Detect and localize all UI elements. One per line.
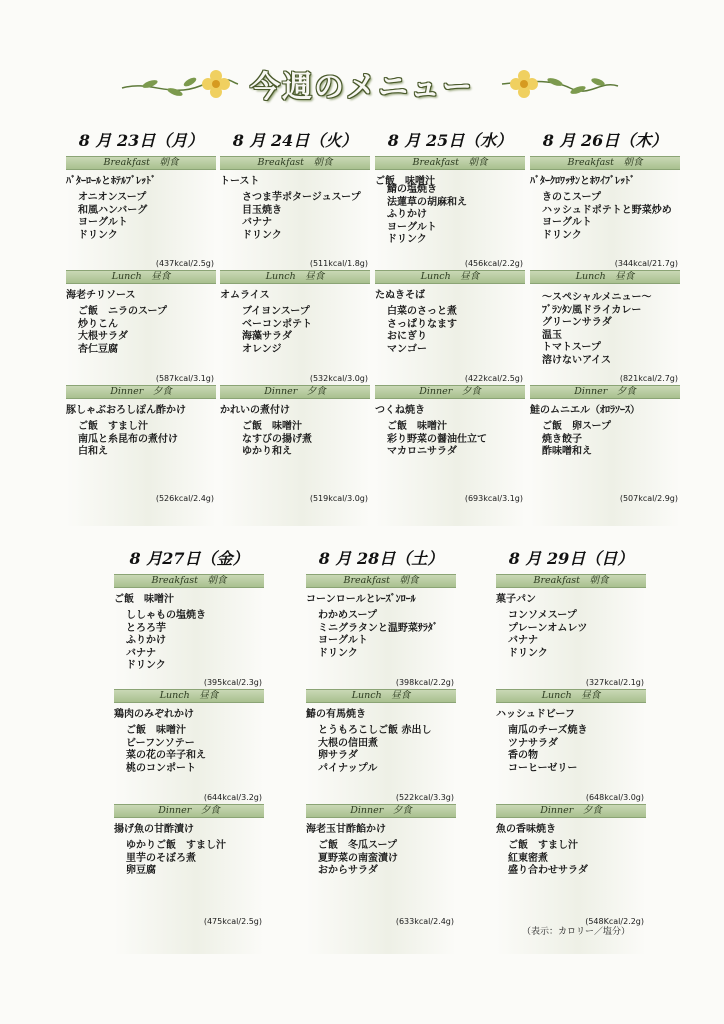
menu-item: 白和え [78, 446, 108, 457]
breakfast-item-list [318, 610, 438, 660]
menu-item: ドリンク [78, 229, 118, 241]
day-column [114, 546, 264, 954]
breakfast-main-dish: ﾊﾞﾀｰﾛｰﾙとﾎﾃﾙﾌﾞﾚｯﾄﾞ [66, 176, 156, 187]
menu-item: 紅東密煮 [508, 852, 548, 864]
breakfast-header: Breakfast 朝食 [220, 156, 370, 170]
menu-item: ベーコンポテト [242, 318, 312, 330]
breakfast-section [66, 156, 216, 270]
day-column [375, 128, 525, 526]
breakfast-section [496, 574, 646, 689]
menu-item: パイナップル [318, 762, 378, 774]
dinner-item-list [318, 840, 398, 878]
menu-item: なすびの揚げ煮 [242, 433, 312, 445]
legend-note: （表示：カロリー／塩分） [522, 927, 631, 937]
dinner-calories-salt: (519kcal/3.0g) [309, 494, 368, 503]
breakfast-calories-salt: (511kcal/1.8g) [309, 259, 368, 268]
menu-item: 大根サラダ [78, 331, 128, 342]
breakfast-main-dish: トースト [220, 176, 260, 187]
day-column [220, 128, 370, 526]
lunch-section [66, 270, 216, 385]
menu-item: 大根の信田煮 [318, 737, 378, 749]
menu-item: ししゃもの塩焼き [126, 610, 206, 621]
dinner-header: Dinner 夕食 [220, 385, 370, 399]
menu-item: ご飯 味噌汁 [387, 421, 447, 432]
dinner-section [530, 385, 680, 505]
menu-item: ご飯 味噌汁 [126, 725, 186, 736]
breakfast-section [306, 574, 456, 689]
breakfast-main-dish: コーンロールとﾚｰｽﾞﾝﾛｰﾙ [306, 594, 416, 605]
day-date: 8 月 29日（日） [508, 549, 634, 568]
dinner-header: Dinner 夕食 [530, 385, 680, 399]
dinner-header: Dinner 夕食 [66, 385, 216, 399]
menu-item: 目玉焼き [242, 204, 282, 216]
menu-item: 和風ハンバーグ [78, 204, 148, 216]
dinner-section [375, 385, 525, 505]
dinner-item-list [542, 421, 611, 459]
dinner-main-dish: 豚しゃぶおろしぽん酢かけ [66, 405, 186, 416]
menu-item: ドリンク [508, 647, 548, 659]
dinner-header: Dinner 夕食 [306, 804, 456, 818]
breakfast-calories-salt: (327kcal/2.1g) [585, 678, 644, 687]
menu-item: わかめスープ [318, 610, 377, 621]
dinner-main-dish: 海老玉甘酢餡かけ [306, 824, 386, 835]
menu-item: オレンジ [242, 343, 282, 355]
menu-item: マカロニサラダ [387, 446, 457, 457]
dinner-main-dish: つくね焼き [375, 405, 425, 416]
dinner-main-dish: 魚の香味焼き [496, 824, 556, 835]
dinner-item-list [126, 840, 226, 878]
menu-item: きのこスープ [542, 192, 601, 203]
breakfast-header: Breakfast 朝食 [66, 156, 216, 170]
menu-item: ヨーグルト [387, 221, 437, 233]
lunch-header: Lunch 昼食 [66, 270, 216, 284]
lunch-item-list [78, 306, 167, 356]
menu-item: 彩り野菜の醤油仕立て [387, 433, 487, 445]
dinner-calories-salt: (507kcal/2.9g) [619, 494, 678, 503]
menu-item: 杏仁豆腐 [78, 343, 118, 355]
breakfast-section [114, 574, 264, 689]
lunch-calories-salt: (648kcal/3.0g) [585, 793, 644, 802]
day-column [530, 128, 680, 526]
menu-item: ヨーグルト [318, 635, 368, 646]
breakfast-header: Breakfast 朝食 [496, 574, 646, 588]
lunch-header: Lunch 昼食 [114, 689, 264, 703]
dinner-item-list [242, 421, 312, 459]
breakfast-section [530, 156, 680, 270]
menu-item: 南瓜と糸昆布の煮付け [78, 433, 178, 445]
dinner-main-dish: 揚げ魚の甘酢漬け [114, 824, 194, 835]
dinner-header: Dinner 夕食 [375, 385, 525, 399]
dinner-item-list [78, 421, 178, 459]
dinner-item-list [508, 840, 588, 878]
breakfast-calories-salt: (398kcal/2.2g) [395, 678, 454, 687]
menu-item: ﾌﾞﾗﾝﾀﾝ風ドライカレー [542, 304, 642, 316]
breakfast-calories-salt: (344kcal/21.7g) [614, 259, 678, 268]
menu-item: 里芋のそぼろ煮 [126, 852, 196, 864]
menu-item: プレーンオムレツ [508, 622, 588, 634]
menu-item: ゆかりご飯 すまし汁 [126, 840, 226, 851]
lunch-main-dish: たぬきそば [375, 290, 425, 301]
menu-item: ご飯 冬瓜スープ [318, 840, 397, 851]
lunch-item-list [508, 725, 588, 775]
lunch-header: Lunch 昼食 [220, 270, 370, 284]
menu-item: ヨーグルト [542, 217, 592, 228]
menu-item: ドリンク [318, 647, 358, 659]
breakfast-section [220, 156, 370, 270]
lunch-item-list [542, 292, 652, 367]
menu-item: グリーンサラダ [542, 317, 612, 328]
menu-item: ヨーグルト [78, 217, 128, 228]
dinner-header: Dinner 夕食 [114, 804, 264, 818]
meal-box [306, 574, 456, 954]
lunch-item-list [387, 306, 457, 356]
lunch-main-dish: 鶏肉のみぞれかけ [114, 709, 194, 720]
menu-item: とろろ芋 [126, 622, 166, 634]
menu-item: ご飯 卵スープ [542, 421, 611, 432]
lunch-calories-salt: (532kcal/3.0g) [309, 374, 368, 383]
menu-item: ご飯 ニラのスープ [78, 306, 167, 317]
menu-item: オニオンスープ [78, 192, 147, 203]
menu-item: ふりかけ [387, 209, 427, 220]
menu-item: マンゴー [387, 343, 427, 355]
lunch-calories-salt: (587kcal/3.1g) [155, 374, 214, 383]
day-column [496, 546, 646, 954]
breakfast-section [375, 156, 525, 270]
breakfast-header: Breakfast 朝食 [530, 156, 680, 170]
menu-item: トマトスープ [542, 342, 601, 353]
dinner-section [496, 804, 646, 928]
lunch-calories-salt: (522kcal/3.3g) [395, 793, 454, 802]
menu-item: 温玉 [542, 329, 562, 341]
dinner-section [220, 385, 370, 505]
dinner-item-list [387, 421, 487, 459]
dinner-calories-salt: (475kcal/2.5g) [203, 917, 262, 926]
breakfast-item-list [242, 192, 361, 242]
lunch-main-dish: 海老チリソース [66, 290, 136, 301]
lunch-item-list [242, 306, 312, 356]
day-column [66, 128, 216, 526]
lunch-item-list [126, 725, 206, 775]
dinner-calories-salt: (633kcal/2.4g) [395, 917, 454, 926]
menu-item: 香の物 [508, 750, 538, 761]
dinner-calories-salt: (526kcal/2.4g) [155, 494, 214, 503]
breakfast-main-dish: ﾊﾞﾀｰｸﾛﾜｯｻﾝとﾎﾜｲﾌﾞﾚｯﾄﾞ [530, 176, 635, 187]
lunch-section [306, 689, 456, 804]
breakfast-item-list [387, 184, 467, 247]
dinner-section [306, 804, 456, 928]
meal-box [220, 156, 370, 526]
breakfast-main-dish: ご飯 味噌汁 [375, 176, 435, 187]
lunch-header: Lunch 昼食 [496, 689, 646, 703]
lunch-section [375, 270, 525, 385]
dinner-header: Dinner 夕食 [496, 804, 646, 818]
menu-item: ビーフンソテー [126, 737, 195, 749]
menu-item: 酢味噌和え [542, 446, 592, 457]
meal-box [114, 574, 264, 954]
menu-item: とうもろこしご飯 赤出し [318, 725, 432, 736]
dinner-section [66, 385, 216, 505]
lunch-calories-salt: (644kcal/3.2g) [203, 793, 262, 802]
menu-item: 溶けないアイス [542, 354, 611, 366]
breakfast-header: Breakfast 朝食 [114, 574, 264, 588]
menu-item: 卵サラダ [318, 750, 358, 761]
breakfast-main-dish: 菓子パン [496, 594, 536, 605]
lunch-calories-salt: (821kcal/2.7g) [619, 374, 678, 383]
meal-box [375, 156, 525, 526]
lunch-item-list [318, 725, 431, 775]
menu-item: ドリンク [542, 229, 582, 241]
menu-item: ドリンク [387, 234, 427, 245]
dinner-calories-salt: (693kcal/3.1g) [464, 494, 523, 503]
day-date: 8 月 26日（木） [542, 131, 668, 150]
breakfast-main-dish: ご飯 味噌汁 [114, 594, 174, 605]
meal-box [496, 574, 646, 954]
lunch-section [114, 689, 264, 804]
menu-item: 焼き餃子 [542, 433, 582, 445]
breakfast-header: Breakfast 朝食 [375, 156, 525, 170]
breakfast-calories-salt: (395kcal/2.3g) [203, 678, 262, 687]
menu-item: ご飯 すまし汁 [78, 421, 148, 432]
lunch-section [496, 689, 646, 804]
breakfast-calories-salt: (437kcal/2.5g) [155, 259, 214, 268]
breakfast-item-list [126, 610, 206, 673]
header [0, 58, 724, 108]
lunch-header: Lunch 昼食 [530, 270, 680, 284]
menu-item: ご飯 すまし汁 [508, 840, 578, 851]
menu-item: バナナ [126, 647, 156, 659]
breakfast-header: Breakfast 朝食 [306, 574, 456, 588]
menu-item: コンソメスープ [508, 610, 577, 621]
day-date: 8 月 25日（水） [387, 131, 513, 150]
menu-item: バナナ [242, 217, 272, 228]
meal-box [66, 156, 216, 526]
lunch-main-dish: オムライス [220, 290, 270, 301]
menu-item: ハッシュドポテトと野菜炒め [542, 204, 672, 216]
menu-item: さっぱりなます [387, 318, 457, 330]
lunch-main-dish: ハッシュドビーフ [496, 709, 575, 720]
menu-item: おからサラダ [318, 865, 378, 876]
dinner-main-dish: 鮭のムニエル（ｵﾛﾗｿｰｽ） [530, 405, 640, 416]
menu-item: 鯖の塩焼き [387, 184, 437, 195]
menu-item: 法蓮草の胡麻和え [387, 196, 467, 208]
lunch-main-dish: 鰆の有馬焼き [306, 709, 366, 720]
lunch-section [530, 270, 680, 385]
dinner-section [114, 804, 264, 928]
meal-box [530, 156, 680, 526]
day-date: 8 月 28日（土） [318, 549, 444, 568]
page-title: 今週のメニュー [250, 70, 474, 105]
breakfast-item-list [78, 192, 147, 242]
menu-item: ゆかり和え [242, 446, 292, 457]
breakfast-item-list [508, 610, 587, 660]
menu-item: 南瓜のチーズ焼き [508, 725, 588, 736]
menu-item: ミニグラタンと温野菜ｻﾗﾀﾞ [318, 622, 438, 634]
menu-item: 菜の花の辛子和え [126, 750, 206, 761]
menu-item: ドリンク [242, 229, 282, 241]
dinner-calories-salt: (548Kcal/2.2g) [585, 917, 644, 926]
day-date: 8 月 24日（火） [232, 131, 358, 150]
menu-item: おにぎり [387, 331, 427, 342]
menu-item: 炒りこん [78, 318, 118, 330]
menu-item: 卵豆腐 [126, 865, 156, 876]
menu-item: ふりかけ [126, 635, 166, 646]
menu-item: 桃のコンポート [126, 762, 196, 774]
menu-item: ドリンク [126, 660, 166, 671]
menu-item: 盛り合わせサラダ [508, 865, 588, 876]
menu-item: 夏野菜の南蛮漬け [318, 852, 398, 864]
breakfast-calories-salt: (456kcal/2.2g) [464, 259, 523, 268]
dinner-main-dish: かれいの煮付け [220, 405, 290, 416]
menu-item: ブイヨンスープ [242, 306, 310, 317]
menu-item: コーヒーゼリー [508, 762, 578, 774]
menu-item: さつま芋ポタージュスープ [242, 192, 361, 203]
menu-item: ～スペシャルメニュー～ [542, 292, 652, 303]
lunch-section [220, 270, 370, 385]
menu-item: 白菜のさっと煮 [387, 306, 457, 317]
menu-item: ツナサラダ [508, 737, 558, 749]
menu-item: ご飯 味噌汁 [242, 421, 302, 432]
day-column [306, 546, 456, 954]
lunch-calories-salt: (422kcal/2.5g) [464, 374, 523, 383]
menu-item: バナナ [508, 635, 538, 646]
menu-item: 海藻サラダ [242, 331, 292, 342]
day-date: 8 月27日（金） [129, 549, 249, 568]
lunch-header: Lunch 昼食 [306, 689, 456, 703]
lunch-header: Lunch 昼食 [375, 270, 525, 284]
day-date: 8 月 23日（月） [78, 131, 204, 150]
breakfast-item-list [542, 192, 672, 242]
